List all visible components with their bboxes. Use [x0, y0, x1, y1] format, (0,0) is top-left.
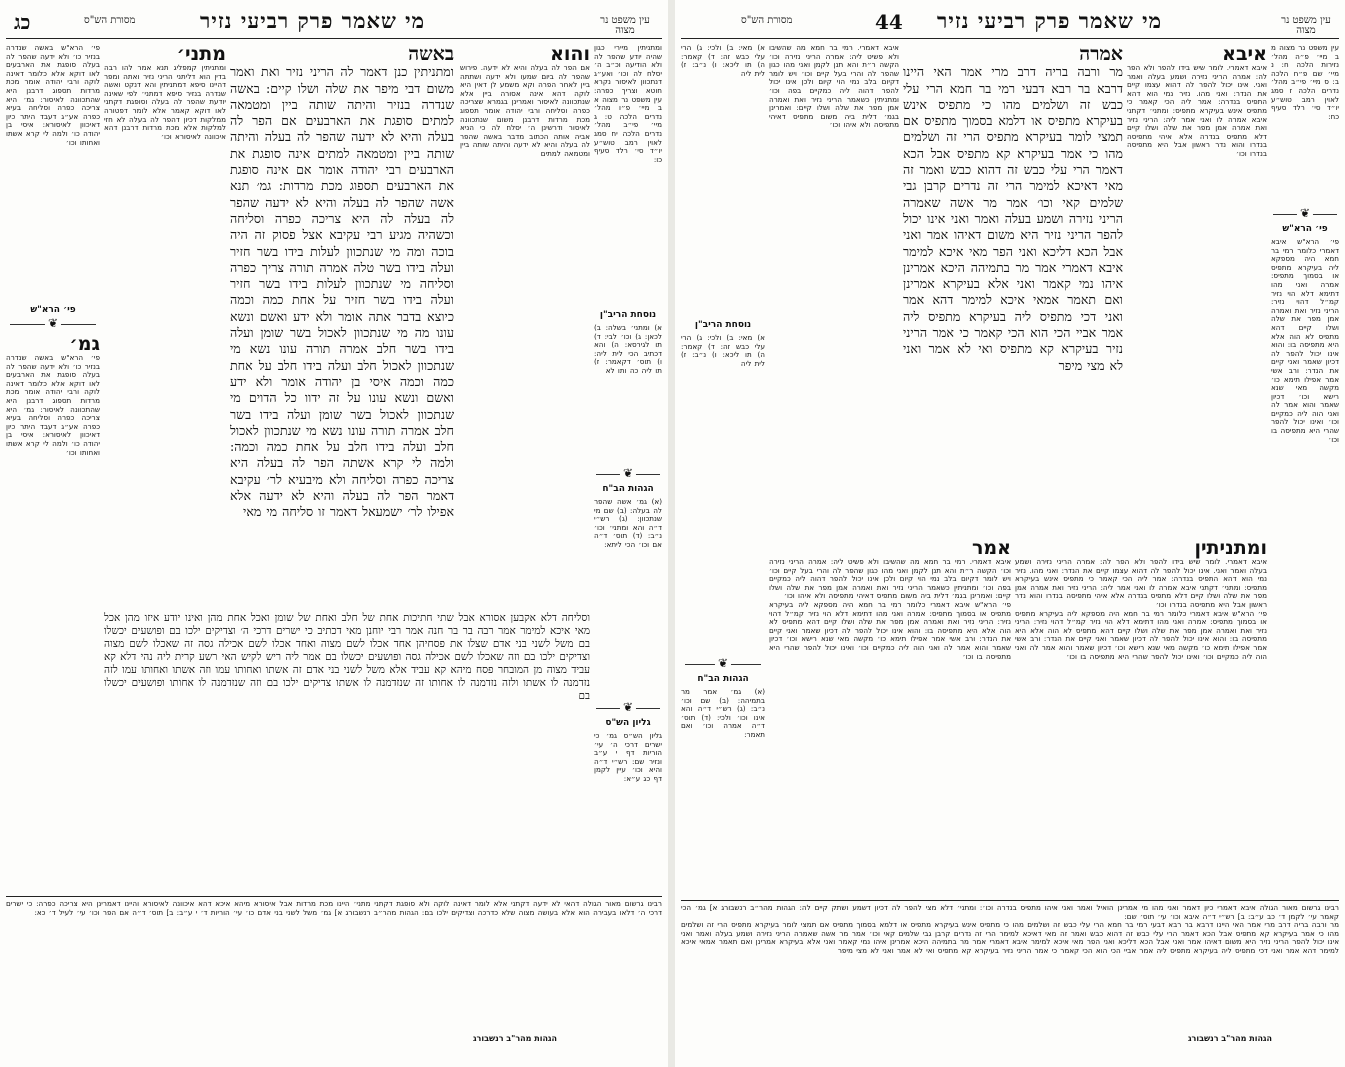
left-opening-word-1: באשה [408, 44, 454, 65]
left-rosh-ornament [10, 320, 96, 330]
left-header-ein-mishpat: עין משפט נר מצוה [600, 15, 650, 36]
left-header [0, 8, 668, 36]
left-margin-ein-mishpat: ומתניתין מיירי כגון שהיה יודע שהפר לה ולא הודיעה וכ״ב ה׳ יסלח לה וכו׳ ואע״ג דנתכוון לאיסור נקרא חוטא וצריך כפרה: עין משפט נר מצוה א ב מיי׳ פ״ו מהל׳ נדרים הלכה ט: ג מיי׳ פי״ב מהל׳ נדרים הלכה יח סמג לאוין רמב טוש״ע יו״ד סי׳ רלד סעיף כו: [594, 44, 662, 164]
right-rosh-ornament [1273, 210, 1337, 220]
left-opening-word-2: והוא [550, 44, 590, 65]
right-header-mesorah: מסורת הש"ס [741, 15, 793, 26]
right-page [675, 0, 1345, 1067]
right-lower-tosafot: אמר איבא דאמרי. רמי בר חמא מה שהשיבו ולא פשיט ליה: אמרה הריני נזירה וכו׳ הקשה ר״ת והא תנן לקמן ואני מהו כגון שהפר לה והרי בעל קיים וכו׳ ויש לומר דקיום בלב נמי הוי קיום ולכן אינו יכול להפר דהוה ליה כמקיים בפה וכו׳ ומתניתין כשאמר הריני נזיר ואת ואמרה אמן מפר את שלה ושלו קיים: ואמרינן בגמ׳ דלית ביה משום מתפיס דאיהי מתפיסה ולא איהו וכו׳ פי׳ הרא"ש איבא דאמרי כלומר רמי בר חמא היה מספקא ליה בעיקרא מתפיס או בסמוך מתפיס: אמרה ואני מהו דתימא דלא הוי נזיר קמ״ל דהוי נזיר: הריני נזיר ואת ואמרה אמן מפר את שלה ושלו קיים דהא מתפיס לא הוה אלא היא מתפיסה בו: והוא אינו יכול להפר לה דכיון שאמר ואני קיים את הנדר: ורב אשי אמר אפילו תימא כו׳ מקשה מאי שנא רישא וכו׳ דכיון שאמר והוא אמר לה ואני הוה ליה כמקיים וכו׳ ואינו יכול להפר שהרי היא מתפיסה בו וכו׳ [769, 538, 1011, 661]
right-lower-rashi: ומתניתין איבא דאמרי. לומר שיש בידו להפר ולא הפר לה: אמרה הריני נזירה ושמע בעלה ואמר ואני. אינו יכול להפר לה דהוא עצמו קיים את הנדר: ואני מהו. נזיר נמי הוא דהא התפיס בנדרה: אמר ליה הכי קאמר כי מתפיס אינש בעיקרא מתפיס: ומתני׳ דקתני איבא אמרה לו ואני אמר ליה: הריני נזיר ואת אמרה אמן מפר את שלה ושלו קיים דלא מתפיס בנדרה אלא איהי מתפיסה בנדרו והוא נדר ראשון אבל היא מתפיסה בנדרו וכו׳ פי׳ הרא"ש איבא דאמרי כלומר רמי בר חמא היה מספקא ליה בעיקרא מתפיס או בסמוך מתפיס: אמרה ואני מהו דתימא דלא הוי נזיר קמ״ל דהוי נזיר: הריני נזיר ואת ואמרה אמן מפר את שלה ושלו קיים דהא מתפיס לא הוה אלא היא מתפיסה בו: והוא אינו יכול להפר לה דכיון שאמר ואני קיים את הנדר: ורב אשי אמר אפילו תימא כו׳ מקשה מאי שנא רישא וכו׳ דכיון שאמר והוא אמר לה ואני הוה ליה כמקיים וכו׳ ואינו יכול להפר שהרי היא מתפיסה בו וכו׳ [1015, 538, 1267, 661]
left-bottom-notes: רבינו גרשום מאור הגולה דהאי לא ידעה דקתני אלא לומר דאינה לוקה ולא סופגת דקתני מתני׳ היינו מכת מרדות אבל איסורא מיהא איכא דהא איכוונה לאיסורא והיינו דאמרינן היא צריכה כפרה: כי ישרים דרכי ה׳ דלאו בעבירה הוא אלא בעושה מצוה שלא כדרכה וצדיקים ילכו בם: הגהות מהר״ב רנשבורג א] גמ׳ משל לשני בני אדם כו׳ עי׳ הוריות ד׳ י ע״ב: ב] תוס׳ ד״ה אם הפר וכו׳ עי׳ לעיל ד׳ כא: [6, 900, 662, 917]
left-folio-number: כג [14, 10, 31, 34]
left-header-rule [6, 38, 662, 39]
right-rosh-label: פי׳ הרא"ש [1282, 224, 1328, 234]
right-main-text: אמרה מר ורבה בריה דרב מרי אמר האי היינו דרבא בר רבא דבעי רמי בר חמא הרי עלי כבש זה ושלמים מהו כי מתפיס אינש בעיקרא מתפיס או דלמא בסמוך מתפיס אם תמצי לומר בעיקרא מתפיס הרי זה ושלמים מהו כי אמר בעיקרא קא מתפיס אבל הכא דאמר הרי עלי כבש זה דהוא כבש ואמר זה מאי דאיכא למימר הרי זה נדרים קרבן גבי שלמים קאי וכו׳ אמר מר אשה שאמרה הריני נזירה ושמע בעלה ואמר ואני אינו יכול להפר הריני נזיר היא משום דאיהו אמר ואני אבל הכא דליכא ואני הפר מאי איכא למימר איבא דאמרי אמר מר בתמיהה היכא אמרינן איהו נמי קאמר ואני אלא בעיקרא אמרינן ואם תאמר אמאי איכא למימר דהא אמר ואני דכי מתפיס ליה בעיקרא מתפיס ליה אמר אביי הכי הוא הכי קאמר כי אמר הריני נזיר בעיקרא קא מתפיס ואי לא אמר ואני לא מצי מיפר [903, 44, 1123, 373]
right-header-title: מי שאמר פרק רביעי נזיר [937, 8, 1163, 33]
book-gutter [668, 0, 675, 1067]
right-hagahot-bottom-label: הגהות מהר"ב רנשבורג [1187, 1034, 1273, 1043]
right-bottom-rule [681, 900, 1339, 901]
left-opening-word-4: גמ׳ [69, 334, 100, 355]
left-commentary-tosafot: והוא אם הפר לה בעלה והיא לא ידעה. פירוש שהפר לה ביום שמעו ולא ידעה ושתתה ביין לאחר הפרה וקא משמע לן דאין היא לוקה דהא אינה אסורה ביין אלא שנתכוונה לאיסור ואמרינן בגמרא שצריכה כפרה וסליחה ורבי יהודה אומר תספוג מכת מרדות דרבנן משום שנתכוונה לאיסור ודרשינן ה׳ יסלח לה כי הניא אביה אותה הכתוב מדבר באשה שהפר לה בעלה והיא לא ידעה והיתה שותה ביין ומטמאה למתים [460, 44, 590, 158]
right-nusach-label: נוסחת הריב"ן [694, 320, 752, 330]
left-commentary-rashi: מתני׳ ומתניתין קמפליג תנא אמר להו רבה בדין הוא דליתני הריני נזיר ואתה ומפר דהיינו סיפא דמתניתין והא דנקט ואשה שנדרה בנזיר סיפא דמתני׳ לפי שאינה יודעת שהפר לה בעלה וסופגת דקתני לאו דוקא קאמר אלא לומר דפטורה ממלקות דכיון דהפר לה בעלה לא חזי למלקות אלא מכת מרדות דרבנן דהא איכוונה לאיסורא וכו׳ [104, 44, 226, 141]
right-folio-number: 44 [875, 10, 903, 34]
right-opening-word-2: אמרה [1079, 44, 1123, 65]
left-ornament-1 [596, 470, 660, 480]
right-margin-ein-mishpat: עין משפט נר מצוה מ ב מיי׳ פ״ה מהל׳ נזירות הלכה ח: נ מיי׳ שם פ״ח הלכה ב: ס מיי׳ פי״ב מהל׳ נדרים הלכה ז סמג לאוין רמב טוש״ע יו״ד סי׳ רלד סעיף כח: [1271, 44, 1339, 121]
left-hagahot-bottom-label: הגהות מהר"ב רנשבורג [472, 1034, 558, 1043]
left-nusach-text: א) ומתני׳ בשלה: ב) לכאן: ג) וכו׳ לבי: ד) תו לגירסא: ה) והא דכתיב הכי לית ליה: ו) תוס׳ דקאמר: ז) תו ליה כה ותו לא [594, 324, 662, 375]
right-commentary-tosafot: איבא דאמרי. רמי בר חמא מה שהשיבו ולא פשיט ליה: אמרה הריני נזירה וכו׳ הקשה ר״ת והא תנן לקמן ואני מהו כגון שהפר לה והרי בעל קיים וכו׳ ויש לומר דקיום בלב נמי הוי קיום ולכן אינו יכול להפר דהוה ליה כמקיים בפה וכו׳ ומתניתין כשאמר הריני נזיר ואת ואמרה אמן מפר את שלה ושלו קיים: ואמרינן בגמ׳ דלית ביה משום מתפיס דאיהי מתפיסה ולא איהו וכו׳ [769, 44, 899, 130]
left-ornament-2 [596, 704, 660, 714]
left-rosh-label: פי׳ הרא"ש [30, 305, 76, 315]
left-gilyon-label: גליון הש"ס [605, 718, 651, 728]
left-bottom-rule [6, 896, 662, 897]
right-opening-word-1: איבא [1222, 44, 1267, 65]
right-opening-word-3: אמר [971, 538, 1011, 559]
left-header-mesorah: מסורת הש"ס [84, 15, 136, 26]
right-opening-word-4: ומתניתין [1194, 538, 1267, 559]
right-header [675, 8, 1345, 36]
right-hagahot-label: הגהות הב"ח [697, 674, 749, 684]
left-margin-notes: פי׳ הרא"ש באשה שנדרה בנזיר כו׳ ולא ידעה שהפר לה בעלה סופגת את הארבעים לאו דוקא אלא כלומר דאינה לוקה ורבי יהודה אומר מכת מרדות תספוג דרבנן היא שהתכוונה לאיסור: גמ׳ היא צריכה כפרה וסליחה בעיא כפרה אע״ג דעבד היתר כיון דאיכוון לאיסורא: איסי בן יהודה כו׳ ולמה לי קרא אשתו ואחותו וכו׳ [6, 44, 100, 147]
left-page [0, 0, 668, 1067]
left-hagahot-label: הגהות הב"ח [602, 484, 654, 494]
left-rosh-text: גמ׳ פי׳ הרא"ש באשה שנדרה בנזיר כו׳ ולא ידעה שהפר לה בעלה סופגת את הארבעים לאו דוקא אלא כלומר דאינה לוקה ורבי יהודה אומר מכת מרדות תספוג דרבנן היא שהתכוונה לאיסור: גמ׳ היא צריכה כפרה וסליחה בעיא כפרה אע״ג דעבד היתר כיון דאיכוון לאיסורא: איסי בן יהודה כו׳ ולמה לי קרא אשתו ואחותו וכו׳ [6, 334, 100, 457]
left-header-title: מי שאמר פרק רביעי נזיר [200, 8, 426, 33]
right-ornament-1 [685, 660, 761, 670]
left-opening-word-3: מתני׳ [176, 44, 226, 65]
right-margin-mesorah: א) מאי: ב) ולכי: ג) הרי עלי כבש זה: ד) קאמר: ה) תו ליכא: ו) נ״ב: ז) לית ליה [681, 44, 765, 78]
right-header-rule [681, 38, 1339, 39]
left-hagahot-text: (א) גמ׳ אשה שהפר לה בעלה: (ב) שם מי שנתכוון: (ג) רש״י ד״ה והא ומתני׳ וכו׳ נ״ב: (ד) תוס׳ ד״ה אם וכו׳ הכי ליתא: [594, 498, 662, 549]
left-nusach-label: נוסחת הריב"ן [599, 310, 657, 320]
right-header-ein-mishpat: עין משפט נר מצוה [1281, 15, 1331, 36]
right-commentary-rashi: איבא איבא דאמרי. לומר שיש בידו להפר ולא הפר לה: אמרה הריני נזירה ושמע בעלה ואמר ואני. אינו יכול להפר לה דהוא עצמו קיים את הנדר: ואני מהו. נזיר נמי הוא דהא התפיס בנדרה: אמר ליה הכי קאמר כי מתפיס אינש בעיקרא מתפיס: ומתני׳ דקתני איבא אמרה לו ואני אמר ליה: הריני נזיר ואת אמרה אמן מפר את שלה ושלו קיים דלא מתפיס בנדרה אלא איהי מתפיסה בנדרו והוא נדר ראשון אבל היא מתפיסה בנדרו וכו׳ [1127, 44, 1267, 158]
right-hagahot-text: (א) גמ׳ אמר מר בתמיהה: (ב) שם וכו׳ נ״ב: (ג) רש״י ד״ה והא אינו וכו׳ ולכי: (ד) תוס׳ ד״ה אמרה וכו׳ ואם תאמר: [681, 688, 765, 739]
right-rosh-text: פי׳ הרא"ש איבא דאמרי כלומר רמי בר חמא היה מספקא ליה בעיקרא מתפיס או בסמוך מתפיס: אמרה ואני מהו דתימא דלא הוי נזיר קמ״ל דהוי נזיר: הריני נזיר ואת ואמרה אמן מפר את שלה ושלו קיים דהא מתפיס לא הוה אלא היא מתפיסה בו: והוא אינו יכול להפר לה דכיון שאמר ואני קיים את הנדר: ורב אשי אמר אפילו תימא כו׳ מקשה מאי שנא רישא וכו׳ דכיון שאמר והוא אמר לה ואני הוה ליה כמקיים וכו׳ ואינו יכול להפר שהרי היא מתפיסה בו וכו׳ [1271, 238, 1339, 444]
left-gilyon-text: גליון הש״ס גמ׳ כי ישרים דרכי ה׳ עי׳ הוריות דף י ע״ב ונזיר שם: רש״י ד״ה והיא וכו׳ עיין לקמן דף כג ע״א: [594, 732, 662, 783]
left-lower-main-text: וסליחה דלא אקבען אסורא אבל שתי חתיכות אחת של חלב ואחת של שומן ואכל אחת מהן ואינו יודע איזו מהן אכל מאי איכא למימר אמר רבה בר בר חנה אמר רבי יוחנן מאי דכתיב כי ישרים דרכי ה׳ וצדיקים ילכו בם ופושעים יכשלו בם משל לשני בני אדם שצלו את פסחיהן אחד אכלו לשם מצוה ואחד אכלו לשם אכילה גסה זה שאכלו לשם מצוה וצדיקים ילכו בם וזה שאכלו לשם אכילה גסה ופושעים יכשלו בם אמר ליה ריש לקיש האי רשע קרית ליה נהי דלא קא עביד מצוה מן המובחר פסח מיהא קא עביד אלא משל לשני בני אדם זה אשתו ואחותו עמו וזה אשתו ואחותו עמו לזה נזדמנה לו אשתו ולזה נזדמנה לו אחותו זה שנזדמנה לו אשתו צדיקים ילכו בם וזה שנזדמנה לו אחותו ופושעים יכשלו בם [104, 612, 590, 702]
left-main-text: באשה ומתניתין כנן דאמר לה הריני נזיר ואת ואמר משום דבי מיפר את שלה ושלו קיים: באשה שנדרה בנזיר והיתה שותה ביין ומטמאה למתים סופגת את הארבעים אם הפר לה בעלה והיא לא ידעה שהפר לה בעלה והיתה שותה ביין ומטמאה למתים אינה סופגת את הארבעים רבי יהודה אומר אם אינה סופגת את הארבעים תספוג מכת מרדות: גמ׳ תנא אשה שהפר לה בעלה והיא לא ידעה שהפר לה בעלה לה היא צריכה כפרה וסליחה וכשהיה מגיע רבי עקיבא אצל פסוק זה היה בוכה ומה מי שנתכוון לעלות בידו בשר חזיר ועלה בידו בשר טלה אמרה תורה צריך כפרה וסליחה מי שנתכוון לעלות בידו בשר חזיר ועלה בידו בשר חזיר על אחת כמה וכמה כיוצא בדבר אתה אומר ולא ידע ואשם ונשא עונו מה מי שנתכוון לאכול בשר שומן ועלה בידו בשר חלב אמרה תורה עונו נשא מי שנתכוון לאכול חלב ועלה בידו חלב על אחת כמה וכמה איסי בן יהודה אומר ולא ידע ואשם ונשא עונו על זה ידוו כל הדוים מי שנתכוון לאכול בשר שומן ועלה בידו בשר חלב אמרה תורה עונו נשא מי שנתכוון לאכול חלב ועלה בידו חלב על אחת כמה וכמה: ולמה לי קרא אשתה הפר לה בעלה היא צריכה כפרה וסליחה ולא מיבעיא לר׳ עקיבא דאמר הפר לה בעלה והיא לא ידעה אלא אפילו לר׳ ישמעאל דאמר זו סליחה מי מאי [230, 44, 454, 520]
right-nusach-text: א) מאי: ב) ולכי: ג) הרי עלי כבש זה: ד) קאמר: ה) תו ליכא: ו) נ״ב: ז) לית ליה [681, 334, 765, 368]
right-bottom-notes: רבינו גרשום מאור הגולה איבא דאמרי כיון דאמר ואני מהו מי אמרינן הואיל ואמר ואני איהו מתפיס בנדרה וכו׳: ומתני׳ דלא מצי להפר לה דכיון דשמע ושתק קיים לה: הגהות מהר״ב רנשבורג א] גמ׳ הכי קאמר עי׳ לקמן ד׳ כב ע״ב: ב] רש״י ד״ה איבא וכו׳ עי׳ תוס׳ שם: מר ורבה בריה דרב מרי אמר האי היינו דרבא בר רבא דבעי רמי בר חמא הרי עלי כבש זה ושלמים מהו כי מתפיס אינש בעיקרא מתפיס או דלמא בסמוך מתפיס אם תמצי לומר בעיקרא מתפיס הרי זה ושלמים מהו כי אמר בעיקרא קא מתפיס אבל הכא דאמר הרי עלי כבש זה דהוא כבש ואמר זה מאי דאיכא למימר הרי זה נדרים קרבן גבי שלמים קאי וכו׳ אמר מר אשה שאמרה הריני נזירה ושמע בעלה ואמר ואני אינו יכול להפר הריני נזיר היא משום דאיהו אמר ואני אבל הכא דליכא ואני הפר מאי איכא למימר איבא דאמרי אמר מר בתמיהה היכא אמרינן איהו נמי קאמר ואני אלא בעיקרא אמרינן ואם תאמר אמאי איכא למימר דהא אמר ואני דכי מתפיס ליה בעיקרא מתפיס ליה אמר אביי הכי הוא הכי קאמר כי אמר הריני נזיר בעיקרא קא מתפיס ואי לא אמר ואני לא מצי מיפר [681, 904, 1339, 955]
